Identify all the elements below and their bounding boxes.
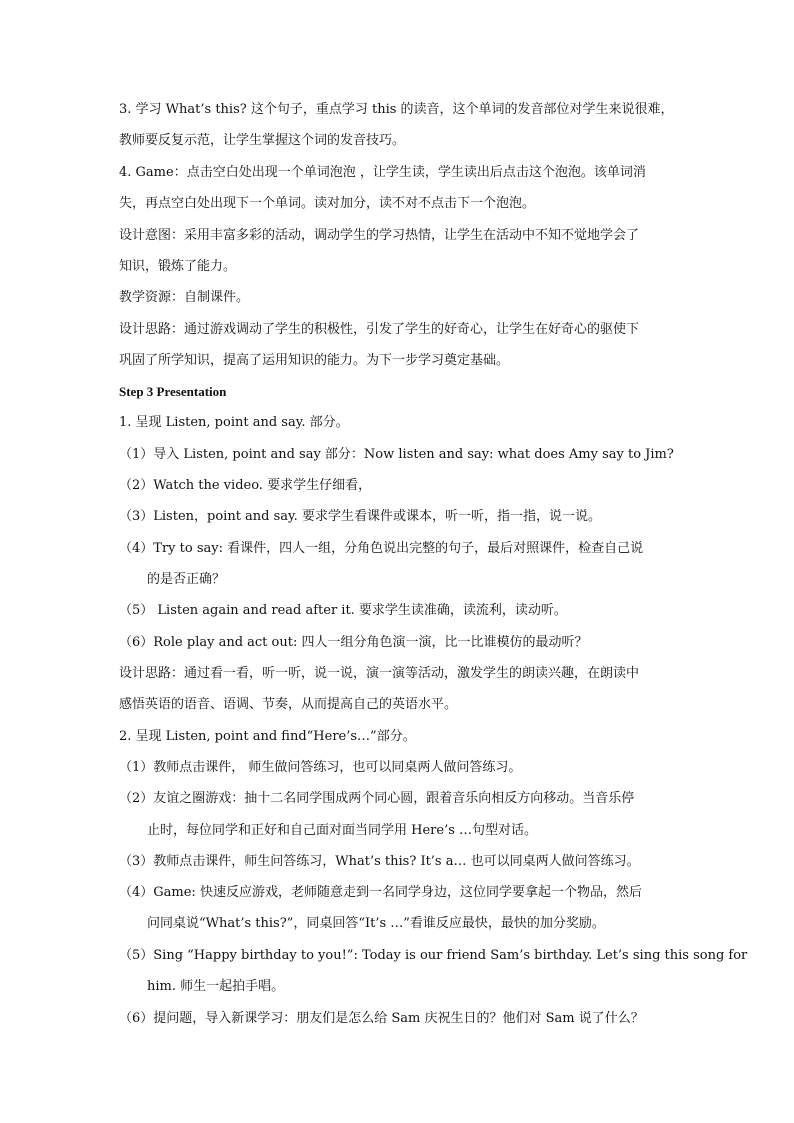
section-heading: Step 3 Presentation bbox=[119, 384, 227, 399]
paragraph-line: 1. 呈现 Listen, point and say. 部分。 bbox=[119, 415, 349, 430]
list-item-continuation: 问同桌说“What’s this?”，同桌回答“It’s …”看谁反应最快，最快的加分奖励。 bbox=[147, 916, 605, 931]
list-item: （2）Watch the video. 要求学生仔细看， bbox=[119, 478, 372, 493]
list-item: （6）Role play and act out: 四人一组分角色演一演，比一比谁模仿的最动听？ bbox=[119, 635, 588, 650]
paragraph-line: 设计意图：采用丰富多彩的活动，调动学生的学习热情，让学生在活动中不知不觉地学会了 bbox=[119, 228, 640, 243]
paragraph-line: 4. Game：点击空白处出现一个单词泡泡 ，让学生读，学生读出后点击这个泡泡。该单词消 bbox=[119, 165, 646, 180]
paragraph-line: 2. 呈现 Listen, point and find“Here’s…”部分。 bbox=[119, 729, 416, 744]
paragraph-line: 设计思路：通过游戏调动了学生的积极性，引发了学生的好奇心，让学生在好奇心的驱使下 bbox=[119, 322, 640, 337]
list-item: （6）提问题，导入新课学习：朋友们是怎么给 Sam 庆祝生日的？他们对 Sam 说了什么？ bbox=[119, 1011, 644, 1026]
list-item: （1）导入 Listen, point and say 部分：Now listen and say: what does Amy say to Jim? bbox=[119, 447, 674, 462]
paragraph-line: 设计思路：通过看一看，听一听，说一说，演一演等活动，激发学生的朗读兴趣，在朗读中 bbox=[119, 666, 640, 681]
paragraph-line: 3. 学习 What’s this? 这个句子，重点学习 this 的读音，这个单词的发音部位对学生来说很难， bbox=[119, 102, 674, 117]
list-item: （1）教师点击课件， 师生做问答练习，也可以同桌两人做问答练习。 bbox=[119, 760, 522, 775]
list-item: （2）友谊之圈游戏：抽十二名同学围成两个同心圆，跟着音乐向相反方向移动。当音乐停 bbox=[119, 791, 635, 806]
list-item-continuation: 的是否正确？ bbox=[147, 572, 226, 587]
paragraph-line: 教学资源：自制课件。 bbox=[119, 290, 250, 305]
list-item: （3）教师点击课件，师生问答练习，What’s this? It’s a… 也可以同桌两人做问答练习。 bbox=[119, 854, 640, 869]
paragraph-line: 失，再点空白处出现下一个单词。读对加分，读不对不点击下一个泡泡。 bbox=[119, 196, 536, 211]
paragraph-line: 巩固了所学知识，提高了运用知识的能力。为下一步学习奠定基础。 bbox=[119, 353, 510, 368]
list-item: （5） Listen again and read after it. 要求学生读准确，读流利，读动听。 bbox=[119, 603, 567, 618]
paragraph-line: 知识，锻炼了能力。 bbox=[119, 259, 237, 274]
paragraph-line: 教师要反复示范，让学生掌握这个词的发音技巧。 bbox=[119, 133, 406, 148]
list-item: （4）Game: 快速反应游戏，老师随意走到一名同学身边，这位同学要拿起一个物品，然后 bbox=[119, 885, 642, 900]
list-item-continuation: 止时，每位同学和正好和自己面对面当同学用 Here’s …句型对话。 bbox=[147, 823, 538, 838]
list-item: （5）Sing “Happy birthday to you!”: Today is our friend Sam’s birthday. Let’s sing this song for bbox=[119, 948, 748, 963]
list-item: （3）Listen，point and say. 要求学生看课件或课本，听一听，指一指，说一说。 bbox=[119, 509, 601, 524]
list-item: （4）Try to say: 看课件，四人一组，分角色说出完整的句子，最后对照课件，检查自己说 bbox=[119, 541, 644, 556]
list-item-continuation: him. 师生一起拍手唱。 bbox=[147, 979, 285, 994]
paragraph-line: 感悟英语的语音、语调、节奏，从而提高自己的英语水平。 bbox=[119, 697, 458, 712]
